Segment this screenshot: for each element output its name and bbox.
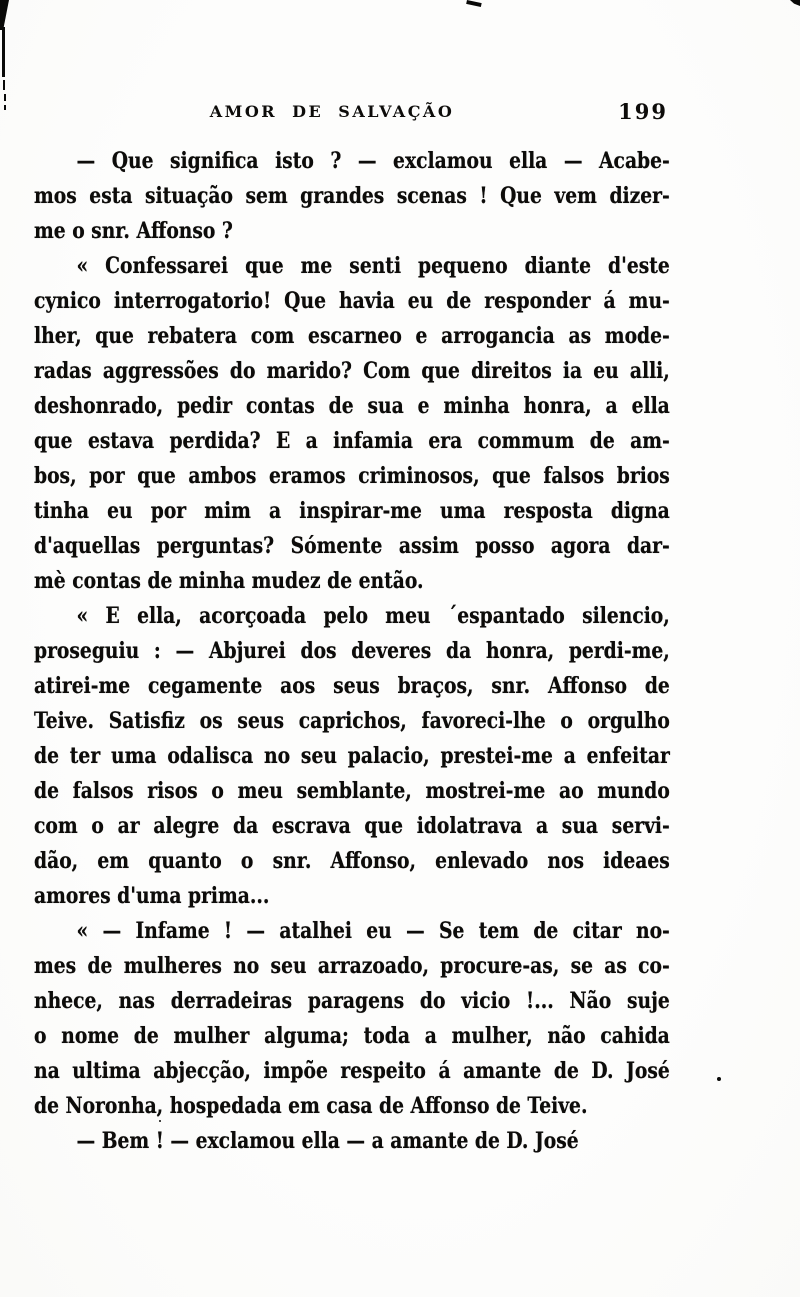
text-line: deshonrado, pedir contas de sua e minha honra, a ella (34, 393, 670, 419)
text-line: lher, que rebatera com escarneo e arrogancia as mode- (34, 323, 670, 349)
running-head (34, 99, 670, 128)
text-line: radas aggressões do marido? Com que direitos ia eu alli, (34, 358, 670, 384)
page-body-text (34, 144, 670, 1159)
text-line: « Confessarei que me senti pequeno diante d'este (76, 253, 670, 279)
text-line: com o ar alegre da escrava que idolatrava a sua servi- (34, 813, 670, 839)
scan-corner-mark (790, 0, 800, 6)
running-title: AMOR DE SALVAÇÃO (209, 102, 455, 121)
text-line: — Bem ! — exclamou ella — a amante de D. José (76, 1128, 579, 1154)
text-line: Teive. Satisfiz os seus caprichos, favoreci-lhe o orgulho (34, 708, 670, 734)
text-line: mos esta situação sem grandes scenas ! Que vem dizer- (34, 183, 670, 209)
scan-edge-artifact (4, 94, 6, 101)
text-line: na ultima abjecção, impõe respeito á amante de D. José (34, 1058, 670, 1084)
scan-edge-artifact (4, 105, 6, 110)
text-line: de Noronha, hospedada em casa de Affonso de Teive. (34, 1093, 588, 1119)
scan-ink-speck (717, 1077, 721, 1081)
scan-edge-artifact (3, 80, 5, 90)
text-line: proseguiu : — Abjurei dos deveres da honra, perdi-me, (34, 638, 670, 664)
text-line: amores d'uma prima... (34, 883, 270, 909)
scan-edge-artifact (0, 0, 9, 30)
text-line: cynico interrogatorio! Que havia eu de responder á mu- (34, 288, 670, 314)
text-line: que estava perdida? E a infamia era commum de am- (34, 428, 670, 454)
text-line: de falsos risos o meu semblante, mostrei-me ao mundo (34, 778, 670, 804)
text-line: « — Infame ! — atalhei eu — Se tem de citar no- (76, 918, 670, 944)
scan-edge-artifact (2, 27, 5, 77)
text-line: o nome de mulher alguma; toda a mulher, não cahida (34, 1023, 670, 1049)
page-number: 199 (618, 99, 668, 124)
scan-top-mark (466, 0, 482, 7)
text-line: de ter uma odalisca no seu palacio, prestei-me a enfeitar (34, 743, 670, 769)
text-line: dão, em quanto o snr. Affonso, enlevado nos ideaes (34, 848, 670, 874)
text-line: « E ella, acorçoada pelo meu ´espantado silencio, (76, 603, 670, 629)
text-line: me o snr. Affonso ? (34, 218, 233, 244)
text-line: d'aquellas perguntas? Sómente assim posso agora dar- (34, 533, 670, 559)
text-line: nhece, nas derradeiras paragens do vicio !... Não suje (34, 988, 670, 1014)
text-line: — Que significa isto ? — exclamou ella — Acabe- (76, 148, 670, 174)
text-line: atirei-me cegamente aos seus braços, snr. Affonso de (34, 673, 670, 699)
text-line: mes de mulheres no seu arrazoado, procure-as, se as co- (34, 953, 670, 979)
scan-ink-speck (159, 1120, 161, 1122)
text-line: tinha eu por mim a inspirar-me uma resposta digna (34, 498, 670, 524)
text-line: mè contas de minha mudez de então. (34, 568, 424, 594)
text-line: bos, por que ambos eramos criminosos, que falsos brios (34, 463, 670, 489)
